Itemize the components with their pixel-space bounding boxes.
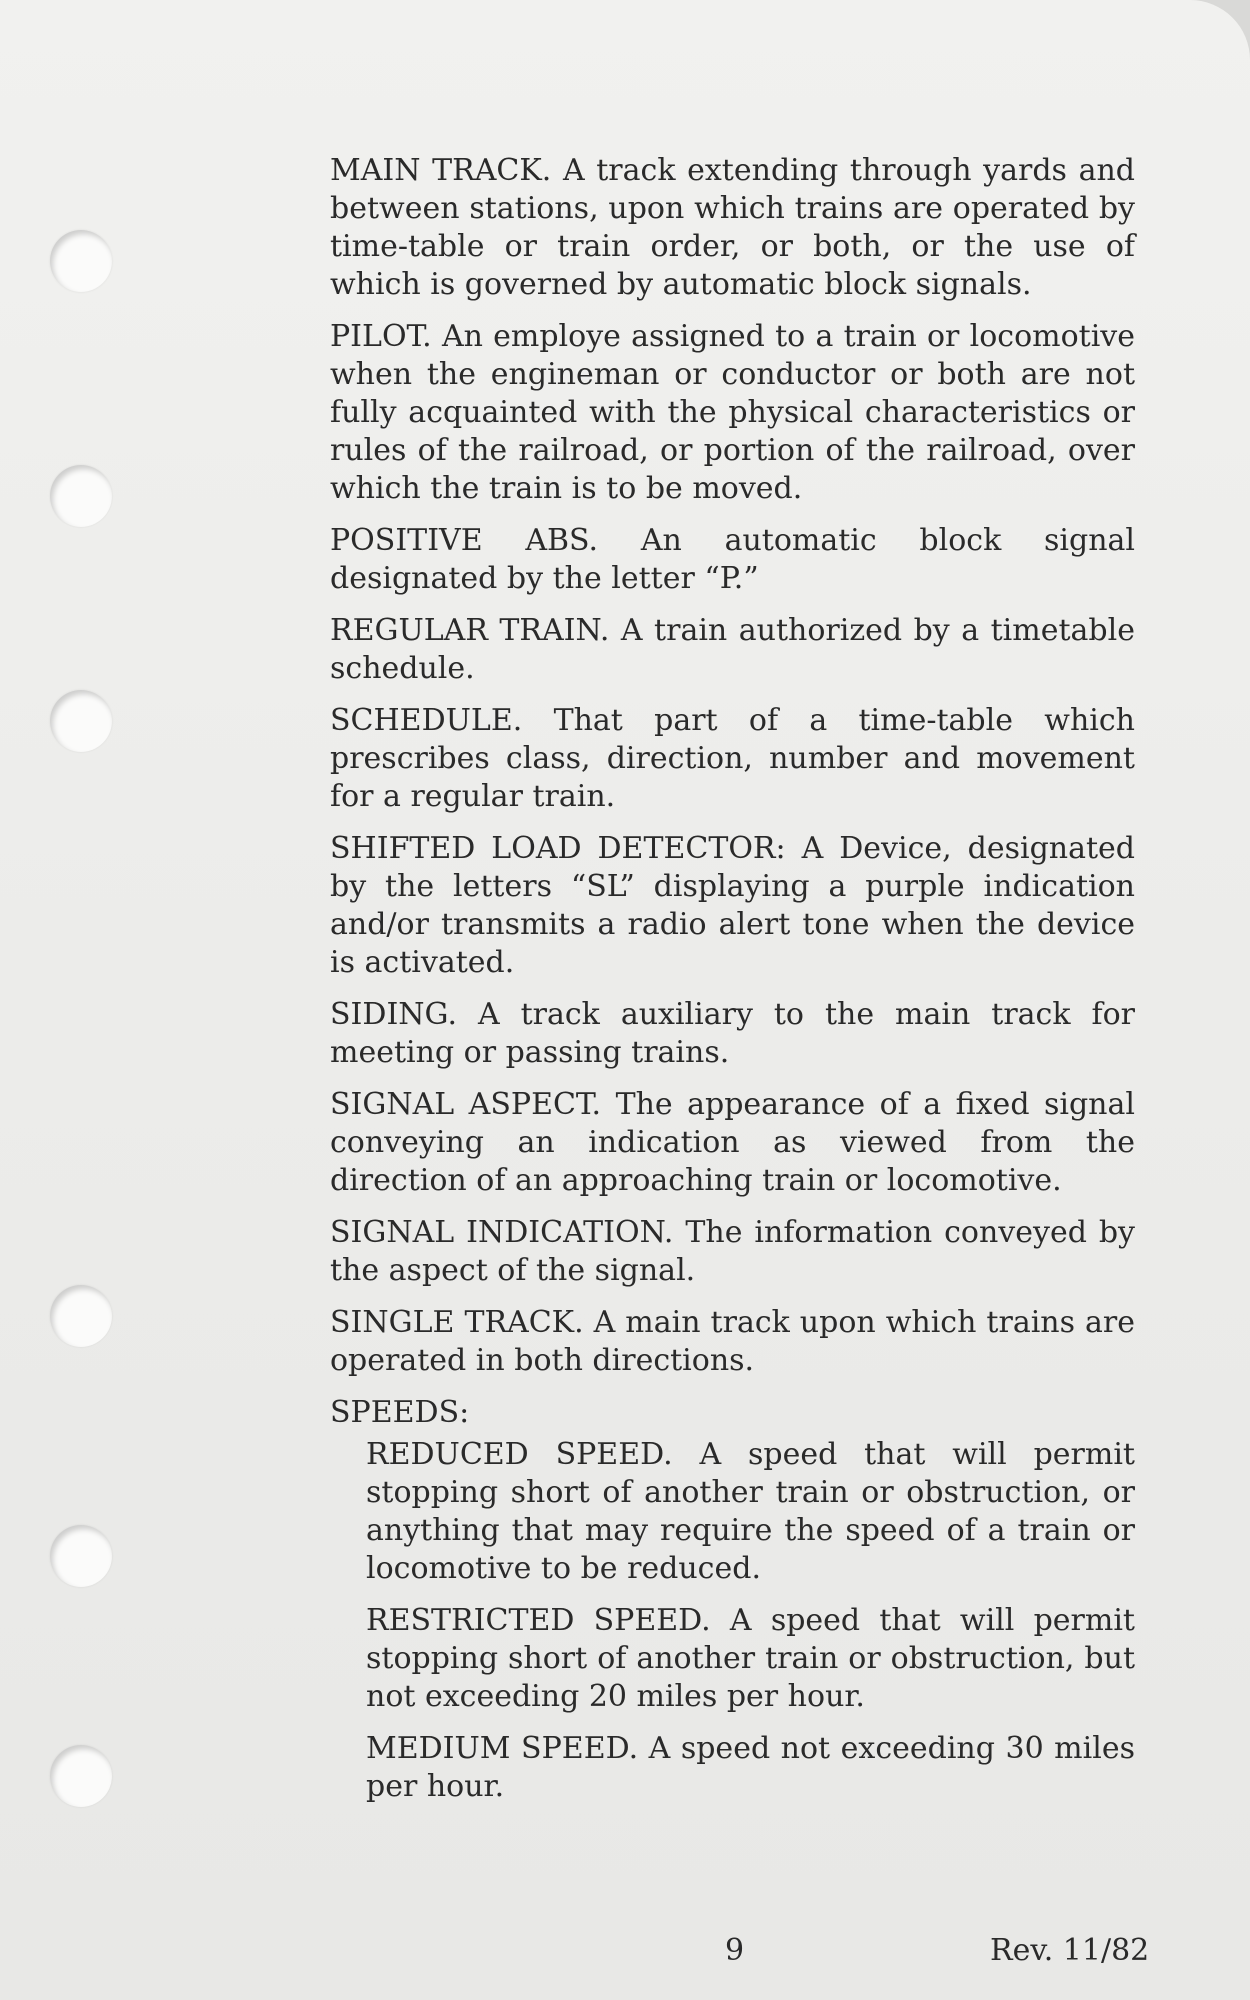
definition-siding — [330, 996, 1135, 1072]
definition-text: A train authorized by a timetable schedule. — [330, 613, 1135, 686]
binder-hole — [50, 690, 112, 752]
binder-hole — [50, 1285, 112, 1347]
definition-regular-train — [330, 612, 1135, 688]
definition-term: SINGLE TRACK. — [330, 1305, 584, 1340]
binder-hole — [50, 1525, 112, 1587]
definition-term: SIGNAL INDICATION. — [330, 1215, 674, 1250]
definition-text: A Device, designated by the letters “SL” displaying a purple indication and/or transmits a radio alert tone when the device is activated. — [330, 831, 1135, 980]
definition-term: REDUCED SPEED. — [366, 1437, 673, 1472]
definition-text: A speed that will permit stopping short of another train or obstruction, or anything that may require the speed of a train or locomotive to be reduced. — [366, 1437, 1135, 1586]
definition-term: SHIFTED LOAD DETECTOR: — [330, 831, 786, 866]
definition-text: An automatic block signal designated by the letter “P.” — [330, 523, 1136, 596]
binder-hole — [50, 1745, 112, 1807]
definition-shifted-load-detector — [330, 830, 1135, 982]
definition-text: The information conveyed by the aspect of the signal. — [330, 1215, 1135, 1288]
definition-medium-speed — [366, 1730, 1135, 1806]
definition-schedule — [330, 702, 1135, 816]
definition-text: A speed not exceeding 30 miles per hour. — [366, 1731, 1135, 1804]
page-number: 9 — [725, 1933, 745, 1968]
definition-single-track — [330, 1304, 1135, 1380]
definition-text: An employe assigned to a train or locomotive when the engineman or conductor or both are not fully acquainted with the physical characteristics or rules of the railroad, or portion of the railroad, over which the train is to be moved. — [330, 319, 1135, 506]
definition-term: MAIN TRACK. — [330, 153, 552, 188]
definition-term: PILOT. — [330, 319, 432, 354]
definition-signal-indication — [330, 1214, 1135, 1290]
definition-signal-aspect — [330, 1086, 1135, 1200]
definition-text: A track extending through yards and between stations, upon which trains are operated by time-table or train order, or both, or the use of which is governed by automatic block signals. — [330, 153, 1135, 302]
definition-text: The appearance of a fixed signal conveying an indication as viewed from the direction of an approaching train or locomotive. — [330, 1087, 1135, 1198]
definition-positive-abs — [330, 522, 1135, 598]
speeds-heading: SPEEDS: — [330, 1395, 470, 1430]
definition-term: SIGNAL ASPECT. — [330, 1087, 602, 1122]
definition-term: RESTRICTED SPEED. — [366, 1603, 711, 1638]
binder-hole — [50, 465, 112, 527]
definition-term: REGULAR TRAIN. — [330, 613, 610, 648]
definition-term: MEDIUM SPEED. — [366, 1731, 639, 1766]
definition-text: A track auxiliary to the main track for meeting or passing trains. — [330, 997, 1135, 1070]
revision-date: Rev. 11/82 — [990, 1933, 1150, 1968]
definition-text: A main track upon which trains are operated in both directions. — [330, 1305, 1136, 1378]
definition-pilot — [330, 318, 1135, 508]
definition-text: That part of a time-table which prescribes class, direction, number and movement for a regular train. — [330, 703, 1135, 814]
definition-restricted-speed — [366, 1602, 1135, 1716]
definition-main-track — [330, 152, 1135, 304]
definition-reduced-speed — [366, 1436, 1135, 1588]
definition-term: SIDING. — [330, 997, 457, 1032]
definitions-list — [330, 152, 1135, 1820]
definition-term: POSITIVE ABS. — [330, 523, 599, 558]
definition-text: A speed that will permit stopping short of another train or obstruction, but not exceeding 20 miles per hour. — [366, 1603, 1135, 1714]
definition-term: SCHEDULE. — [330, 703, 523, 738]
binder-hole — [50, 230, 112, 292]
